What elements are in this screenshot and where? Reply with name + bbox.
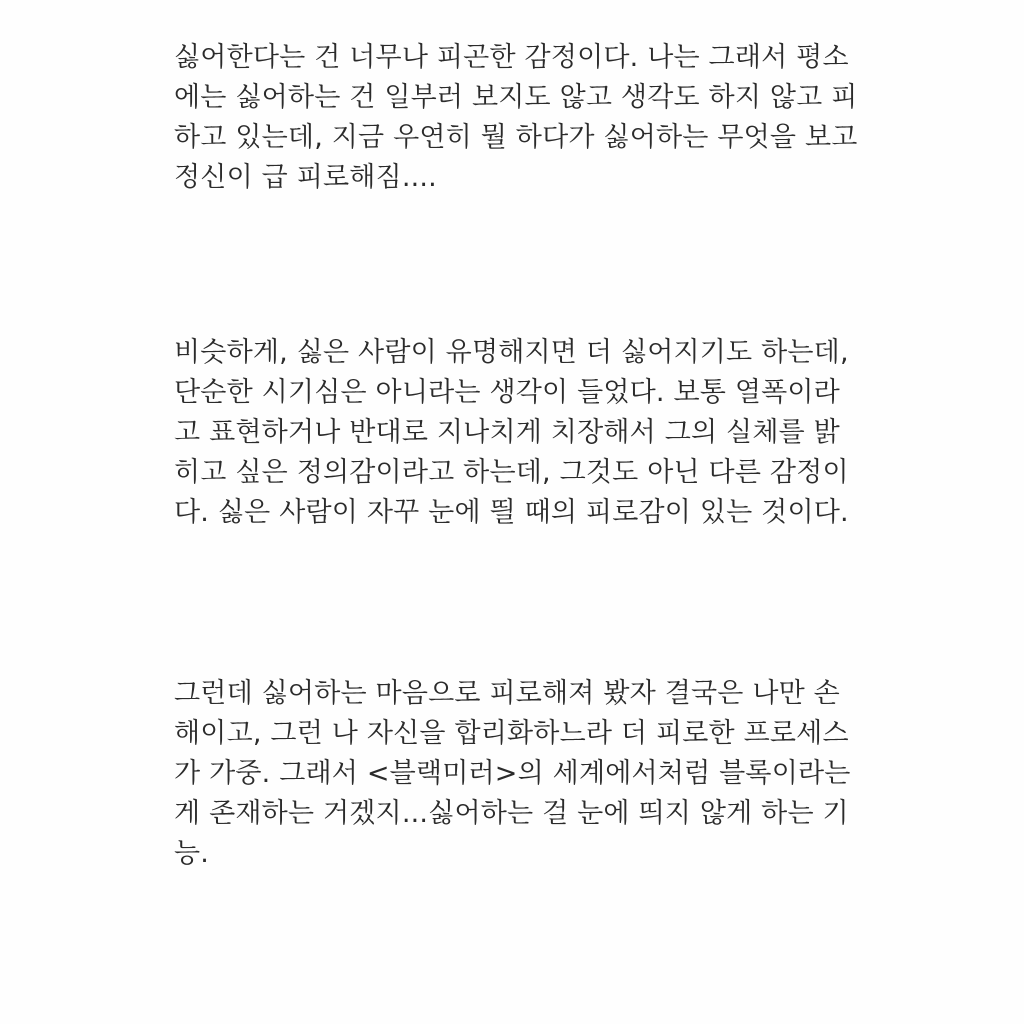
text-line: 정신이 급 피로해짐....	[174, 162, 437, 193]
text-line: 에는 싫어하는 건 일부러 보지도 않고 생각도 하지 않고 피	[174, 82, 858, 113]
paragraph-3	[174, 674, 874, 874]
text-line: 해이고, 그런 나 자신을 합리화하느라 더 피로한 프로세스	[174, 718, 849, 749]
text-line: 히고 싶은 정의감이라고 하는데, 그것도 아닌 다른 감정이	[174, 457, 849, 488]
text-line: 다. 싫은 사람이 자꾸 눈에 띌 때의 피로감이 있는 것이다.	[174, 497, 849, 528]
text-line: 비슷하게, 싫은 사람이 유명해지면 더 싫어지기도 하는데,	[174, 337, 849, 368]
text-line: 싫어한다는 건 너무나 피곤한 감정이다. 나는 그래서 평소	[174, 42, 849, 73]
text-line: 그런데 싫어하는 마음으로 피로해져 봤자 결국은 나만 손	[174, 678, 840, 709]
text-line: 능.	[174, 838, 210, 869]
text-line: 고 표현하거나 반대로 지나치게 치장해서 그의 실체를 밝	[174, 417, 840, 448]
paragraph-1	[174, 38, 874, 198]
paragraph-2	[174, 333, 874, 533]
text-line: 가 가중. 그래서 <블랙미러>의 세계에서처럼 블록이라는	[174, 758, 851, 789]
text-line: 단순한 시기심은 아니라는 생각이 들었다. 보통 열폭이라	[174, 377, 840, 408]
text-line: 게 존재하는 거겠지...싫어하는 걸 눈에 띄지 않게 하는 기	[174, 798, 849, 829]
text-line: 하고 있는데, 지금 우연히 뭘 하다가 싫어하는 무엇을 보고	[174, 122, 858, 153]
